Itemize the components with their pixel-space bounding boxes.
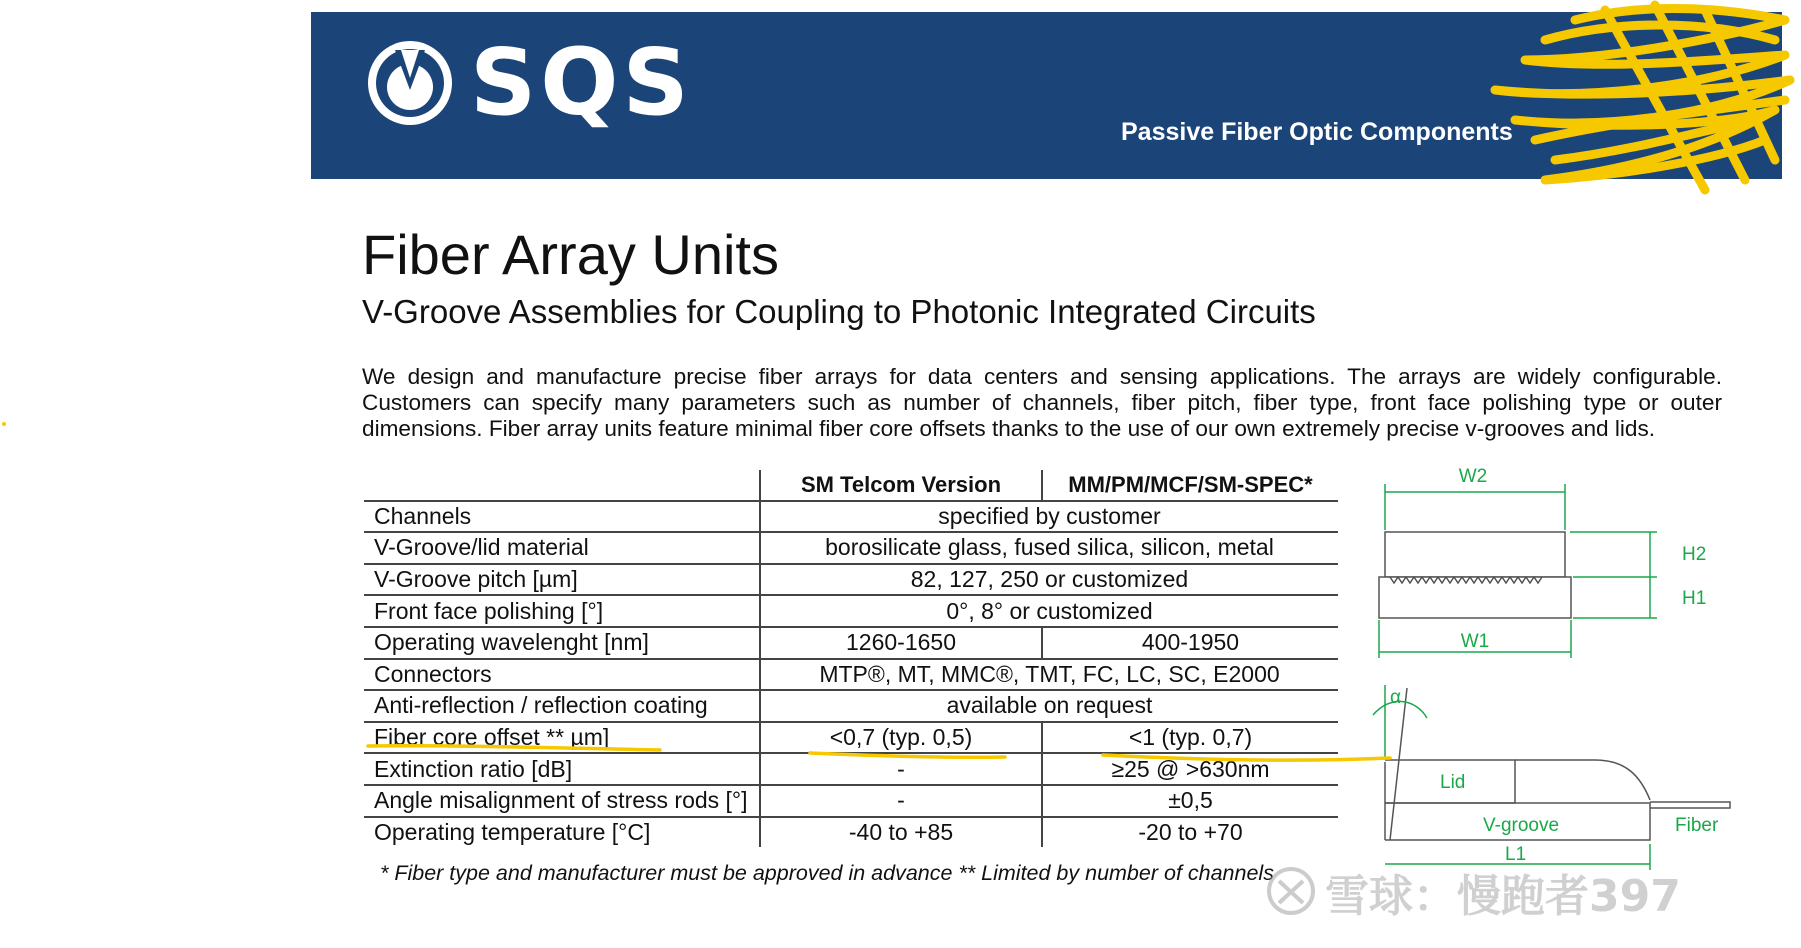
table-row xyxy=(364,659,1338,691)
row-value-sm: -40 to +85 xyxy=(760,817,1042,848)
row-value: 82, 127, 250 or customized xyxy=(760,564,1338,596)
label-vgroove: V-groove xyxy=(1483,815,1560,836)
spec-table xyxy=(364,470,1338,847)
table-row xyxy=(364,595,1338,627)
header-tagline: Passive Fiber Optic Components xyxy=(1121,118,1513,146)
row-value: MTP®, MT, MMC®, TMT, FC, LC, SC, E2000 xyxy=(760,659,1338,691)
label-alpha: α xyxy=(1390,687,1401,708)
row-label: Operating wavelenght [nm] xyxy=(364,627,760,659)
row-value-mm: ±0,5 xyxy=(1042,785,1338,817)
row-label: Operating temperature [°C] xyxy=(364,817,760,848)
lid-front-rect xyxy=(1385,532,1565,577)
row-value: 0°, 8° or customized xyxy=(760,595,1338,627)
table-row xyxy=(364,564,1338,596)
table-row xyxy=(364,817,1338,848)
row-label: Angle misalignment of stress rods [°] xyxy=(364,785,760,817)
row-label: Front face polishing [°] xyxy=(364,595,760,627)
row-value-sm: <0,7 (typ. 0,5) xyxy=(760,722,1042,754)
brand-logo-text: SQS xyxy=(470,29,693,136)
row-value: specified by customer xyxy=(760,501,1338,533)
page-subtitle: V-Groove Assemblies for Coupling to Photonic Integrated Circuits xyxy=(362,293,1316,330)
row-label: Channels xyxy=(364,501,760,533)
table-header-row xyxy=(364,470,1338,501)
table-row xyxy=(364,753,1338,785)
page-title: Fiber Array Units xyxy=(362,223,779,286)
row-value-mm: -20 to +70 xyxy=(1138,818,1243,845)
table-row xyxy=(364,532,1338,564)
intro-paragraph: We design and manufacture precise fiber arrays for data centers and sensing applications. The arrays are widely configurable. Customers can specify many parameters such as number of channels, fiber pitch, fiber type, front face polishing type or outer dimensions. Fiber array units feature minimal fiber core offsets thanks to the use of our own extremely precise v-grooves and lids. xyxy=(362,364,1722,441)
row-label: V-Groove/lid material xyxy=(364,532,760,564)
table-row xyxy=(364,722,1338,754)
circle-v-logo-icon xyxy=(365,38,455,128)
label-fiber: Fiber xyxy=(1675,815,1719,836)
row-value: available on request xyxy=(760,690,1338,722)
label-lid: Lid xyxy=(1440,772,1466,793)
row-label: Fiber core offset ** µm] xyxy=(364,722,760,754)
table-header-empty xyxy=(364,470,760,501)
row-label: Connectors xyxy=(364,659,760,691)
watermark-logo-icon xyxy=(1265,865,1317,917)
row-label: V-Groove pitch [µm] xyxy=(364,564,760,596)
fiber-array-diagram xyxy=(1365,460,1765,880)
label-l1: L1 xyxy=(1505,844,1527,865)
table-row xyxy=(364,690,1338,722)
watermark-text: 雪球：慢跑者397 xyxy=(1325,871,1681,922)
stray-dot xyxy=(2,422,6,426)
row-value-mm: 400-1950 xyxy=(1042,627,1338,659)
table-row xyxy=(364,501,1338,533)
row-value: borosilicate glass, fused silica, silicon, metal xyxy=(760,532,1338,564)
row-value-sm: 1260-1650 xyxy=(760,627,1042,659)
row-value-mm: <1 (typ. 0,7) xyxy=(1042,722,1338,754)
label-h1: H1 xyxy=(1682,588,1707,609)
row-value-mm: ≥25 @ >630nm xyxy=(1042,753,1338,785)
label-w1: W1 xyxy=(1460,631,1490,652)
vgroove-front-rect xyxy=(1379,577,1571,618)
row-label: Extinction ratio [dB] xyxy=(364,753,760,785)
table-header-sm-telcom: SM Telcom Version xyxy=(760,470,1042,501)
fiber-strand xyxy=(1650,802,1730,808)
row-label: Anti-reflection / reflection coating xyxy=(364,690,760,722)
table-row xyxy=(364,627,1338,659)
row-value-sm: - xyxy=(760,753,1042,785)
table-row xyxy=(364,785,1338,817)
label-w2: W2 xyxy=(1458,466,1488,487)
table-footnote: * Fiber type and manufacturer must be approved in advance ** Limited by number of channels xyxy=(380,861,1274,885)
angle-line xyxy=(1390,688,1407,840)
row-value-sm: - xyxy=(760,785,1042,817)
table-header-mm-pm: MM/PM/MCF/SM-SPEC* xyxy=(1042,470,1338,501)
lid-taper xyxy=(1515,760,1650,800)
redaction-scribble xyxy=(1455,0,1801,200)
label-h2: H2 xyxy=(1682,544,1707,565)
